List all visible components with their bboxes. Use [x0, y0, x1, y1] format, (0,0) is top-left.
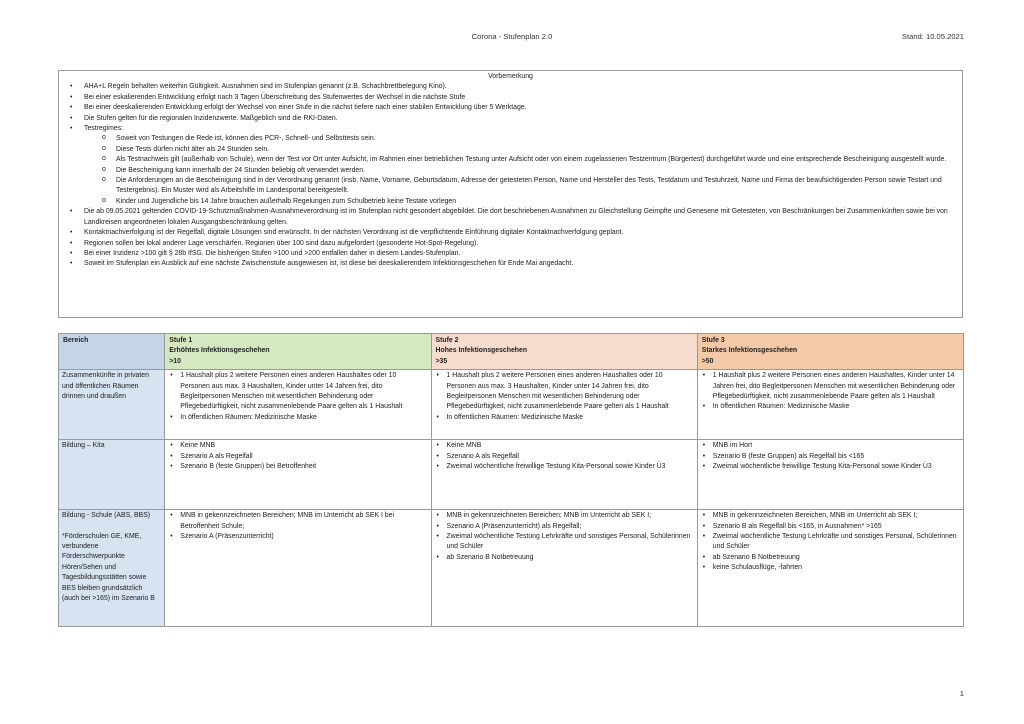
- measure-item: • MNB in gekennzeichneten Bereichen, MNB im Unterricht ab SEK I;: [701, 511, 960, 521]
- stufenplan-table: [58, 333, 964, 627]
- measure-item: • ab Szenario B Notbetreuung: [435, 553, 694, 563]
- measure-item: • Szenario A (Präsenzunterricht): [168, 532, 427, 542]
- preamble-box: [58, 70, 963, 318]
- preamble-list: [59, 82, 962, 269]
- preamble-item: • Regionen sollen bei lokal anderer Lage verschärfen. Regionen über 100 sind dazu aufgefordert (gesonderte Hot-Spot-Regelung).: [59, 239, 962, 249]
- preamble-item: • Kontaktnachverfolgung ist der Regelfall, digitale Lösungen sind erwünscht. In der nächsten Verordnung ist die verpflichtende Einführung digitaler Kontaktnachverfolgung geplant.: [59, 228, 962, 238]
- area-cell: Zusammenkünfte in privaten und öffentlichen Räumen drinnen und draußen: [59, 370, 165, 440]
- preamble-item: o Als Testnachweis gilt (außerhalb von Schule), wenn der Test vor Ort unter Aufsicht, im Rahmen einer betrieblichen Testung unter Aufsicht oder von einem zugelassenen Testzentrum (Bürgertest) durchgeführt wurde und eine entsprechende Bescheinigung ausgestellt wurde.: [59, 155, 962, 165]
- stufe-cell-s3: [697, 510, 963, 627]
- header-bereich: Bereich: [59, 334, 165, 370]
- preamble-item: o Kinder und Jugendliche bis 14 Jahre brauchen außerhalb Regelungen zum Schulbetrieb keine Testate vorlegen: [59, 197, 962, 207]
- preamble-item: • Die Stufen gelten für die regionalen Inzidenzwerte. Maßgeblich sind die RKI-Daten.: [59, 114, 962, 124]
- measure-item: • MNB in gekennzeichneten Bereichen; MNB im Unterricht ab SEK I bei Betroffenheit Schule;: [168, 511, 427, 532]
- measure-item: • Zweimal wöchentliche freiwillige Testung Kita-Personal sowie Kinder Ü3: [701, 462, 960, 472]
- preamble-item: • Testregimes:: [59, 124, 962, 134]
- area-cell: Bildung – Kita: [59, 440, 165, 510]
- preamble-item: o Diese Tests dürfen nicht älter als 24 Stunden sein.: [59, 145, 962, 155]
- document-date: Stand: 10.05.2021: [901, 32, 964, 41]
- preamble-item: o Die Bescheinigung kann innerhalb der 24 Stunden beliebig oft verwendet werden.: [59, 166, 962, 176]
- preamble-item: • Bei einer deeskalierenden Entwicklung erfolgt der Wechsel von einer Stufe in die nächst tiefere nach einer stabilen Entwicklung über 5 Werktage.: [59, 103, 962, 113]
- page-title: Corona - Stufenplan 2.0: [471, 32, 553, 41]
- measure-item: • keine Schulausflüge, -fahrten: [701, 563, 960, 573]
- area-note: *Förderschulen GE, KME, verbundene Förderschwerpunkte Hören/Sehen und Tagesbildungsstätten sowie BES bleiben grundsätzlich (auch bei >165) im Szenario B: [62, 532, 155, 603]
- measure-item: • Zweimal wöchentliche Testung Lehrkräfte und sonstiges Personal, Schülerinnen und Schüler: [701, 532, 960, 553]
- measure-item: • Keine MNB: [168, 441, 427, 451]
- stufe-cell-s1: [165, 510, 431, 627]
- measure-item: • MNB im Hort: [701, 441, 960, 451]
- measure-item: • Szenario B (feste Gruppen) bei Betroffenheit: [168, 462, 427, 472]
- stufe-cell-s2: [431, 510, 697, 627]
- measure-item: • Keine MNB: [435, 441, 694, 451]
- preamble-item: o Die Anforderungen an die Bescheinigung sind in der Verordnung genannt (insb. Name, Vorname, Geburtsdatum, Adresse der getesteten Person, Name und Hersteller des Tests, Testdatum und Testuhrzeit, Name und Firma der beaufsichtigenden Person sowie Testart und Testergebnis). Ein Muster wird als Arbeitshilfe im Landesportal bereitgestellt.: [59, 176, 962, 197]
- measure-item: • Szenario A als Regelfall: [168, 452, 427, 462]
- stufe-cell-s3: [697, 370, 963, 440]
- stufe-cell-s1: [165, 440, 431, 510]
- measure-item: • In öffentlichen Räumen: Medizinische Maske: [701, 402, 960, 412]
- measure-item: • MNB in gekennzeichneten Bereichen; MNB im Unterricht ab SEK I;: [435, 511, 694, 521]
- measure-item: • ab Szenario B Notbetreuung: [701, 553, 960, 563]
- preamble-item: • AHA+L Regeln behalten weiterhin Gültigkeit. Ausnahmen sind im Stufenplan genannt (z.B. Schachbrettbelegung Kino).: [59, 82, 962, 92]
- table-row: [59, 440, 964, 510]
- header-stufe-1: Stufe 1 Erhöhtes Infektionsgeschehen >10: [165, 334, 431, 370]
- area-cell: Bildung - Schule (ABS, BBS) *Förderschulen GE, KME, verbundene Förderschwerpunkte Hören/Sehen und Tagesbildungsstätten sowie BES bleiben grundsätzlich (auch bei >165) im Szenario B: [59, 510, 165, 627]
- measure-item: • 1 Haushalt plus 2 weitere Personen eines anderen Haushaltes oder 10 Personen aus max. 3 Haushalten, Kinder unter 14 Jahren frei, dito Begleitpersonen Menschen mit wesentlichen Behinderung oder Pflegebedürftigkeit, nicht zusammenlebende Paare gelten als 1 Haushalt: [435, 371, 694, 413]
- header-stufe-2: Stufe 2 Hohes Infektionsgeschehen >35: [431, 334, 697, 370]
- measure-item: • Szenario A (Präsenzunterricht) als Regelfall;: [435, 522, 694, 532]
- table-row: [59, 510, 964, 627]
- measure-item: • Zweimal wöchentliche Testung Lehrkräfte und sonstiges Personal, Schülerinnen und Schüler: [435, 532, 694, 553]
- stufe-cell-s3: [697, 440, 963, 510]
- measure-item: • Zweimal wöchentliche freiwillige Testung Kita-Personal sowie Kinder Ü3: [435, 462, 694, 472]
- header-stufe-3: Stufe 3 Starkes Infektionsgeschehen >50: [697, 334, 963, 370]
- stufe-cell-s1: [165, 370, 431, 440]
- preamble-title: Vorbemerkung: [488, 73, 533, 80]
- measure-item: • 1 Haushalt plus 2 weitere Personen eines anderen Haushaltes oder 10 Personen aus max. 3 Haushalten, Kinder unter 14 Jahren frei, dito Begleitpersonen Menschen mit wesentlichen Behinderung oder Pflegebedürftigkeit, nicht zusammenlebende Paare gelten als 1 Haushalt: [168, 371, 427, 413]
- table-row: [59, 370, 964, 440]
- measure-item: • Szenario A als Regelfall: [435, 452, 694, 462]
- measure-item: • In öffentlichen Räumen: Medizinische Maske: [435, 413, 694, 423]
- preamble-item: • Bei einer eskalierenden Entwicklung erfolgt nach 3 Tagen Überschreitung des Stufenwertes der Wechsel in die nächste Stufe: [59, 93, 962, 103]
- preamble-item: • Soweit im Stufenplan ein Ausblick auf eine nächste Zwischenstufe ausgewiesen ist, ist diese bei deeskalierendem Infektionsgeschehen für Ende Mai angedacht.: [59, 259, 962, 269]
- stufe-cell-s2: [431, 370, 697, 440]
- measure-item: • Szenario B (feste Gruppen) als Regelfall bis <165: [701, 452, 960, 462]
- preamble-item: • Bei einer Inzidenz >100 gilt § 28b IfSG. Die bisherigen Stufen >100 und >200 entfallen daher in diesem Landes-Stufenplan.: [59, 249, 962, 259]
- preamble-item: o Soweit von Testungen die Rede ist, können dies PCR-, Schnell- und Selbsttests sein.: [59, 134, 962, 144]
- measure-item: • In öffentlichen Räumen: Medizinische Maske: [168, 413, 427, 423]
- stufe-cell-s2: [431, 440, 697, 510]
- measure-item: • 1 Haushalt plus 2 weitere Personen eines anderen Haushaltes, Kinder unter 14 Jahren frei, dito Begleitpersonen Menschen mit wesentlichen Behinderung oder Pflegebedürftigkeit, nicht zusammenlebende Paare gelten als 1 Haushalt: [701, 371, 960, 402]
- measure-item: • Szenario B als Regelfall bis <165, in Ausnahmen* >165: [701, 522, 960, 532]
- table-header-row: [59, 334, 964, 370]
- preamble-item: • Die ab 09.05.2021 geltenden COVID-19-Schutzmaßnahmen-Ausnahmeverordnung ist im Stufenplan nicht gesondert abgebildet. Die dort beschriebenen Ausnahmen zu Gleichstellung Geimpfte und Genesene mit Getesteten, von Beschränkungen bei Zusammenkünften sowie bei von Landkreisen angeordneten lokalen Ausgangsbeschränkung gelten.: [59, 207, 962, 228]
- page-number: 1: [959, 689, 964, 698]
